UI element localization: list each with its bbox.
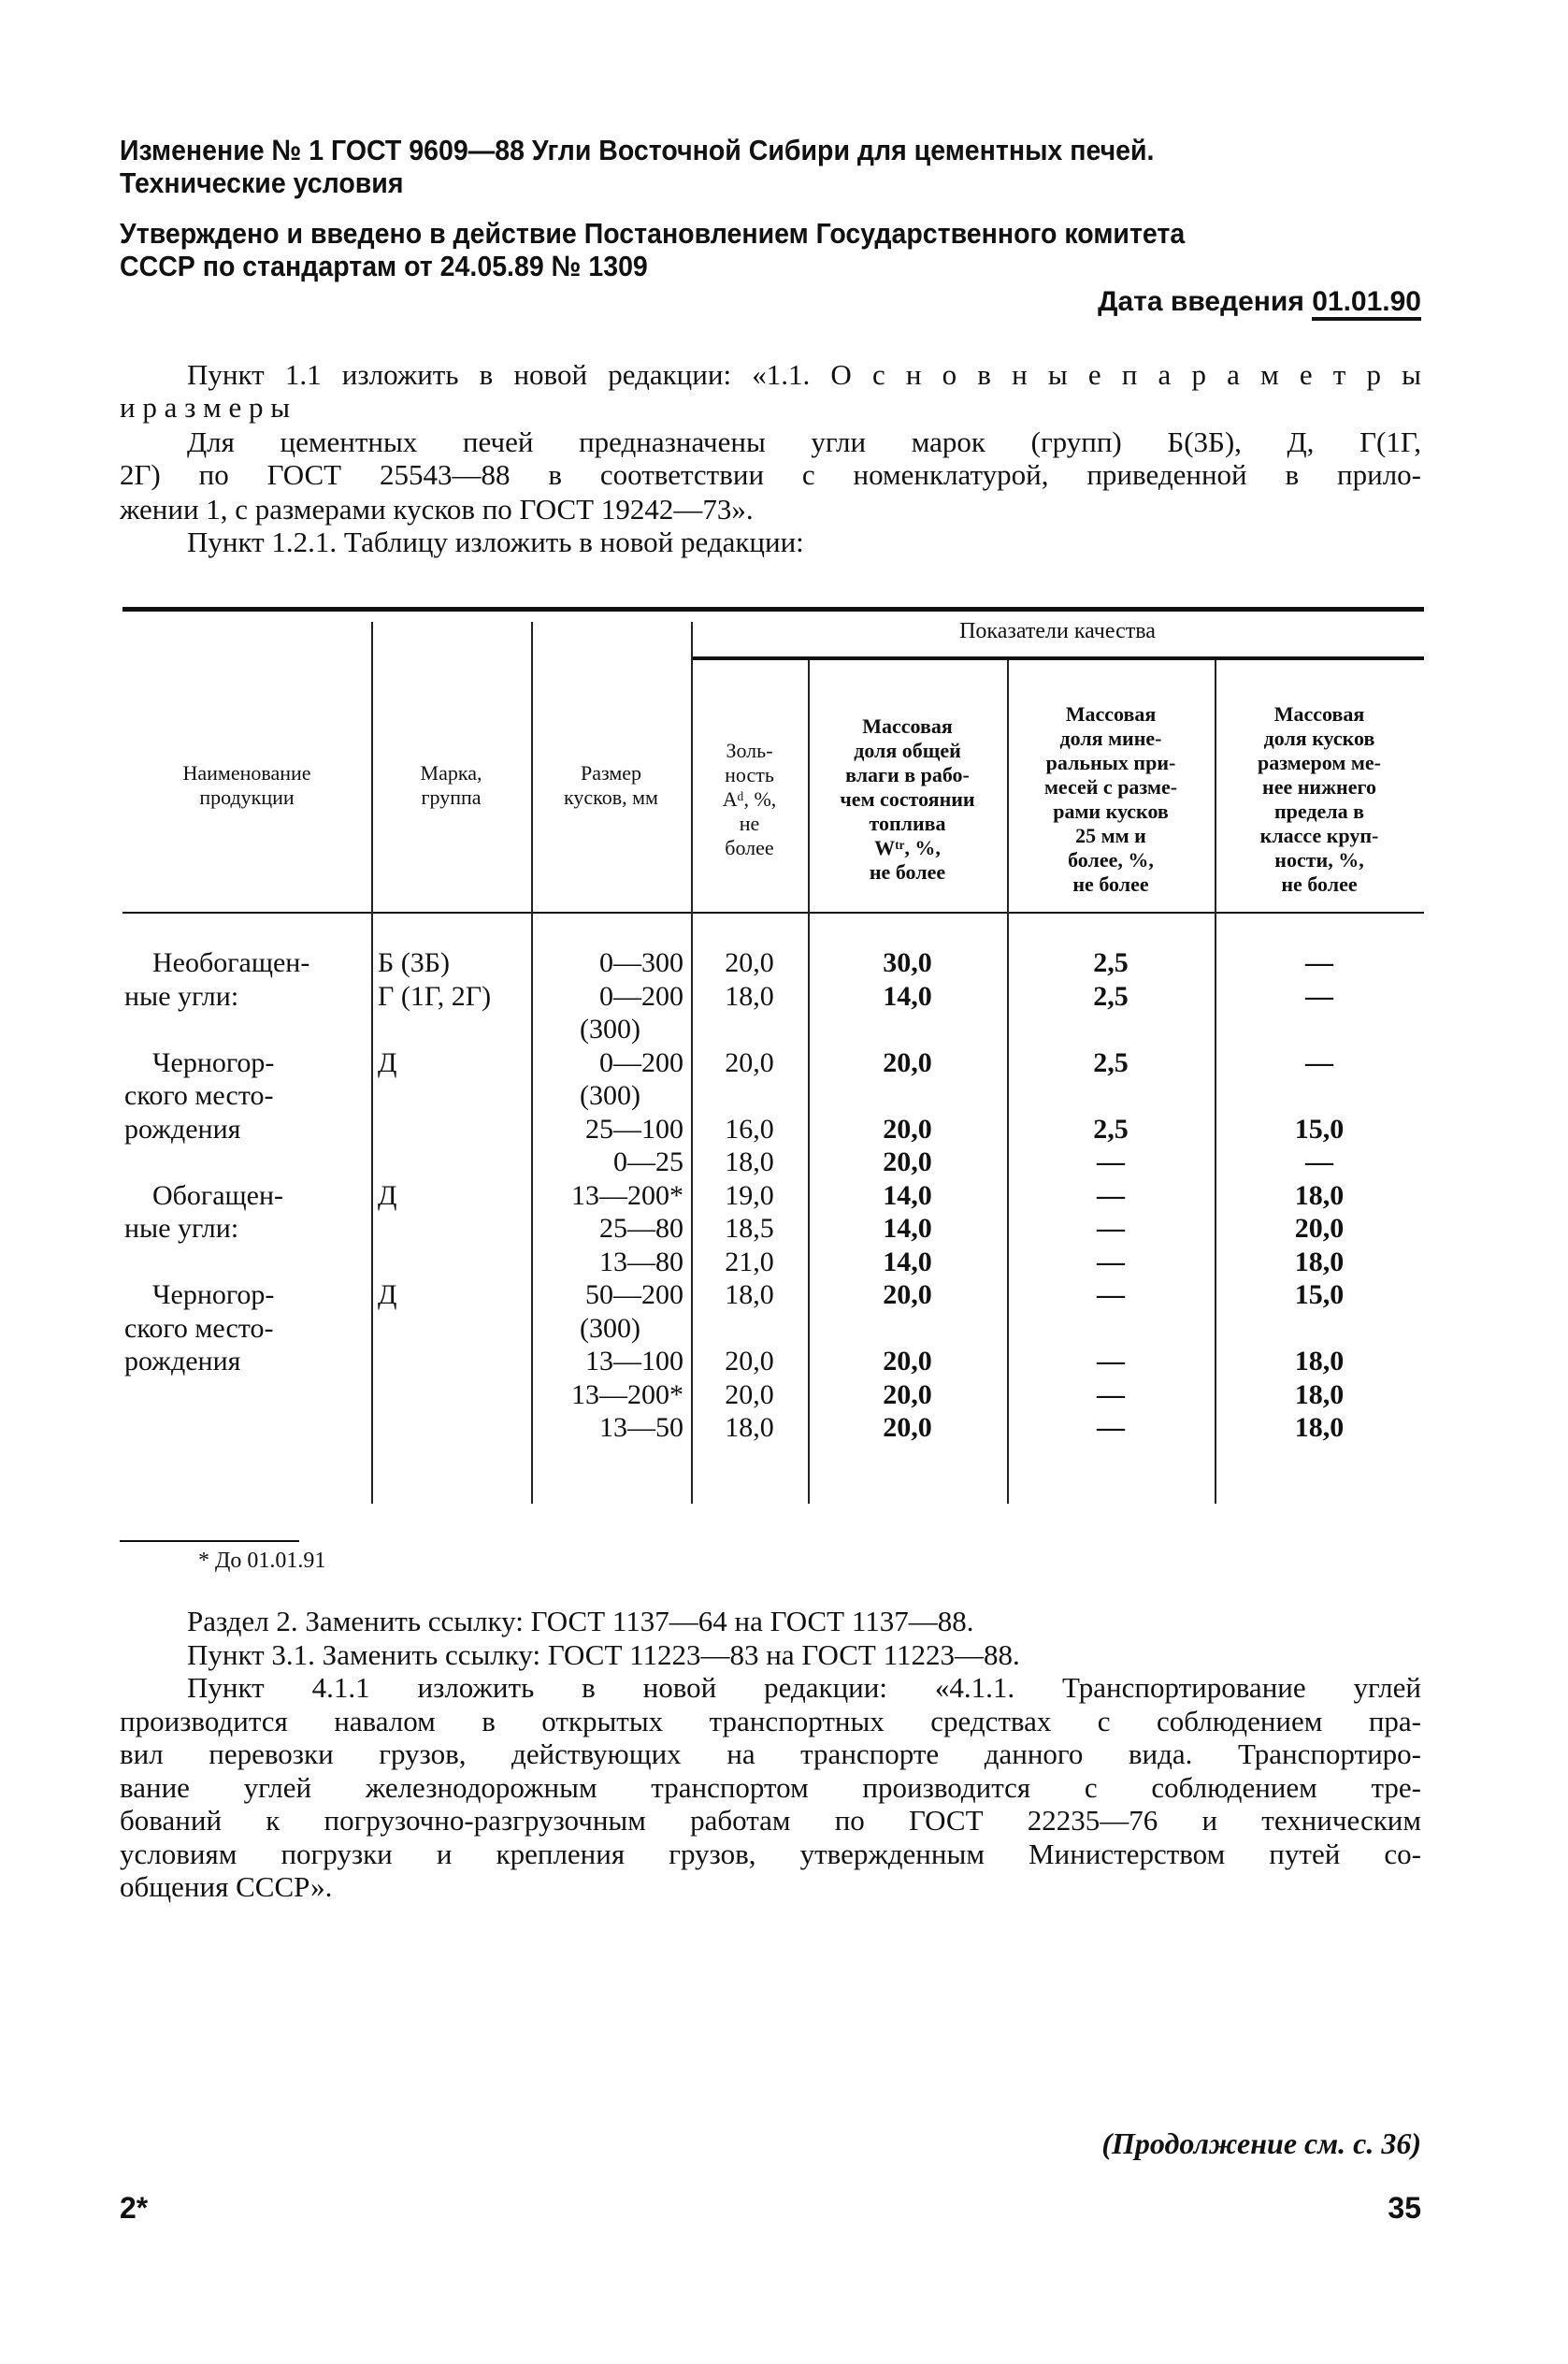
table-cell: 18,0 [1294, 1412, 1345, 1443]
table-cell: (300) [580, 1014, 640, 1045]
table-cell: 13—200* [571, 1378, 683, 1410]
body-line: общения СССР». [120, 1870, 333, 1903]
column-header: Массовая доля мине- ральных при- месей с разме- рами кусков 25 мм и более, %, не более [1043, 702, 1178, 896]
table-cell: Д [378, 1279, 397, 1310]
column-header: Массовая доля общей влаги в рабо- чем состоянии топлива Wᵗʳ, %, не более [840, 714, 975, 884]
footnote: * До 01.01.91 [198, 1549, 326, 1573]
table-cell: — [1097, 1246, 1125, 1277]
table-cell: 0—200 [599, 980, 683, 1012]
table-cell: — [1097, 1146, 1125, 1177]
table-cell: — [1097, 1378, 1125, 1410]
table-cell: — [1305, 947, 1333, 978]
table-cell: 18,5 [725, 1213, 774, 1244]
column-header: Размер кусков, мм [564, 761, 658, 809]
table-cell: ского место- [124, 1312, 274, 1344]
table-cell: 18,0 [1294, 1179, 1345, 1211]
table-cell: (300) [580, 1312, 640, 1344]
intro-line: 2Г) по ГОСТ 25543—88 в соответствии с номенклатурой, приведенной в прило- [120, 458, 1421, 491]
table-cell: 21,0 [725, 1246, 774, 1277]
intro-line: Пункт 1.2.1. Таблицу изложить в новой редакции: [187, 526, 804, 558]
table-cell: 0—25 [613, 1146, 683, 1177]
table-cell: 18,0 [1294, 1246, 1345, 1277]
table-cell: 30,0 [883, 947, 932, 978]
continuation-note: (Продолжение см. с. 36) [1101, 2126, 1421, 2160]
table-cell: 20,0 [883, 1346, 932, 1377]
group-header: Показатели качества [959, 619, 1156, 643]
column-divider [371, 622, 373, 1504]
table-cell: 13—50 [599, 1412, 683, 1443]
body-line: вил перевозки грузов, действующих на транспорте данного вида. Транспортиро- [120, 1737, 1421, 1770]
table-cell: 18,0 [725, 1279, 774, 1310]
table-cell: 13—200* [571, 1179, 683, 1211]
table-cell: 20,0 [725, 1378, 774, 1410]
table-cell: 13—100 [585, 1346, 683, 1377]
table-cell: — [1097, 1279, 1125, 1310]
table-cell: 25—100 [585, 1113, 683, 1145]
column-header: Наименование продукции [182, 761, 311, 809]
table-cell: — [1305, 1046, 1333, 1078]
table-cell: 18,0 [725, 1412, 774, 1443]
table-cell: — [1097, 1213, 1125, 1244]
footnote-rule [120, 1540, 299, 1542]
table-cell: (300) [580, 1080, 640, 1111]
table-cell: 18,0 [1294, 1346, 1345, 1377]
body-line: Раздел 2. Заменить ссылку: ГОСТ 1137—64 на ГОСТ 1137—88. [187, 1605, 974, 1637]
table-cell: — [1305, 1146, 1333, 1177]
approval-line-1: Утверждено и введено в действие Постановлением Государственного комитета [120, 217, 1186, 250]
table-cell: 20,0 [725, 1346, 774, 1377]
body-line: Пункт 3.1. Заменить ссылку: ГОСТ 11223—83 на ГОСТ 11223—88. [187, 1637, 1020, 1671]
table-cell: 15,0 [1294, 1113, 1345, 1145]
table-cell: Необогащен- [152, 947, 310, 978]
table-cell: 0—200 [599, 1046, 683, 1078]
table-cell: 19,0 [725, 1179, 774, 1211]
effective-date-label: Дата введения [1098, 286, 1304, 317]
page-number: 35 [1388, 2191, 1421, 2225]
table-cell: Черногор- [152, 1046, 275, 1078]
table-cell: Черногор- [152, 1279, 275, 1310]
table-cell: рождения [124, 1113, 241, 1145]
table-cell: — [1097, 1412, 1125, 1443]
table-cell: Б (3Б) [378, 947, 450, 978]
document-title: Изменение № 1 ГОСТ 9609—88 Угли Восточной Сибири для цементных печей. [120, 134, 1155, 166]
intro-line: Пункт 1.1 изложить в новой редакции: «1.1. О с н о в н ы е п а р а м е т р ы [187, 358, 1421, 391]
table-cell: 14,0 [883, 1179, 932, 1211]
table-cell: 18,0 [1294, 1378, 1345, 1410]
table-cell: 16,0 [725, 1113, 774, 1145]
table-cell: 20,0 [725, 1046, 774, 1078]
table-cell: — [1097, 1179, 1125, 1211]
table-cell: 14,0 [883, 1246, 932, 1277]
body-line: Пункт 4.1.1 изложить в новой редакции: «4.1.1. Транспортирование углей [187, 1671, 1421, 1704]
table-cell: 13—80 [599, 1246, 683, 1277]
table-cell: 20,0 [883, 1279, 932, 1310]
table-cell: 2,5 [1093, 947, 1129, 978]
table-cell: Г (1Г, 2Г) [378, 980, 492, 1012]
table-cell: Д [378, 1046, 397, 1078]
table-cell: 14,0 [883, 1213, 932, 1244]
effective-date-value: 01.01.90 [1312, 286, 1421, 321]
document-subtitle: Технические условия [120, 166, 404, 199]
table-cell: 2,5 [1093, 1113, 1129, 1145]
approval-line-2: СССР по стандартам от 24.05.89 № 1309 [120, 250, 648, 282]
table-cell: 20,0 [883, 1046, 932, 1078]
intro-line: жении 1, с размерами кусков по ГОСТ 19242—73». [120, 493, 754, 526]
table-cell: 18,0 [725, 980, 774, 1012]
table-cell: 50—200 [585, 1279, 683, 1310]
table-cell: 20,0 [883, 1378, 932, 1410]
signature-mark: 2* [120, 2191, 149, 2225]
column-divider [531, 622, 533, 1504]
table-cell: 0—300 [599, 947, 683, 978]
table-cell: ского место- [124, 1080, 274, 1111]
table-top-rule [122, 607, 1424, 612]
table-cell: 25—80 [599, 1213, 683, 1244]
column-header: Массовая доля кусков размером ме- нее нижнего предела в классе круп- ности, %, не более [1258, 702, 1381, 896]
body-line: условиям погрузки и крепления грузов, утвержденным Министерством путей со- [120, 1837, 1421, 1870]
group-header-rule [693, 656, 1424, 660]
column-header: Марка, группа [420, 761, 482, 809]
header-bottom-rule [122, 912, 1424, 914]
table-cell: 14,0 [883, 980, 932, 1012]
table-cell: Обогащен- [152, 1179, 284, 1211]
table-cell: 20,0 [1294, 1213, 1345, 1244]
table-cell: 15,0 [1294, 1279, 1345, 1310]
table-cell: 20,0 [883, 1113, 932, 1145]
table-cell: Д [378, 1179, 397, 1211]
intro-line: Для цементных печей предназначены угли марок (групп) Б(3Б), Д, Г(1Г, [187, 425, 1421, 458]
table-cell: ные угли: [124, 1213, 239, 1244]
body-line: вание углей железнодорожным транспортом производится с соблюдением тре- [120, 1770, 1421, 1804]
table-cell: 2,5 [1093, 1046, 1129, 1078]
table-cell: — [1305, 980, 1333, 1012]
table-cell: ные угли: [124, 980, 239, 1012]
table-cell: 20,0 [725, 947, 774, 978]
effective-date [1098, 285, 1421, 318]
table-cell: — [1097, 1346, 1125, 1377]
table-cell: 2,5 [1093, 980, 1129, 1012]
body-line: бований к погрузочно-разгрузочным работам по ГОСТ 22235—76 и техническим [120, 1804, 1421, 1837]
table-cell: 20,0 [883, 1146, 932, 1177]
table-cell: 18,0 [725, 1146, 774, 1177]
table-cell: 20,0 [883, 1412, 932, 1443]
table-cell: рождения [124, 1346, 241, 1377]
body-line: производится навалом в открытых транспортных средствах с соблюдением пра- [120, 1704, 1421, 1737]
column-header: Золь- ность Aᵈ, %, не более [722, 739, 777, 859]
intro-line: и р а з м е р ы [120, 391, 291, 424]
